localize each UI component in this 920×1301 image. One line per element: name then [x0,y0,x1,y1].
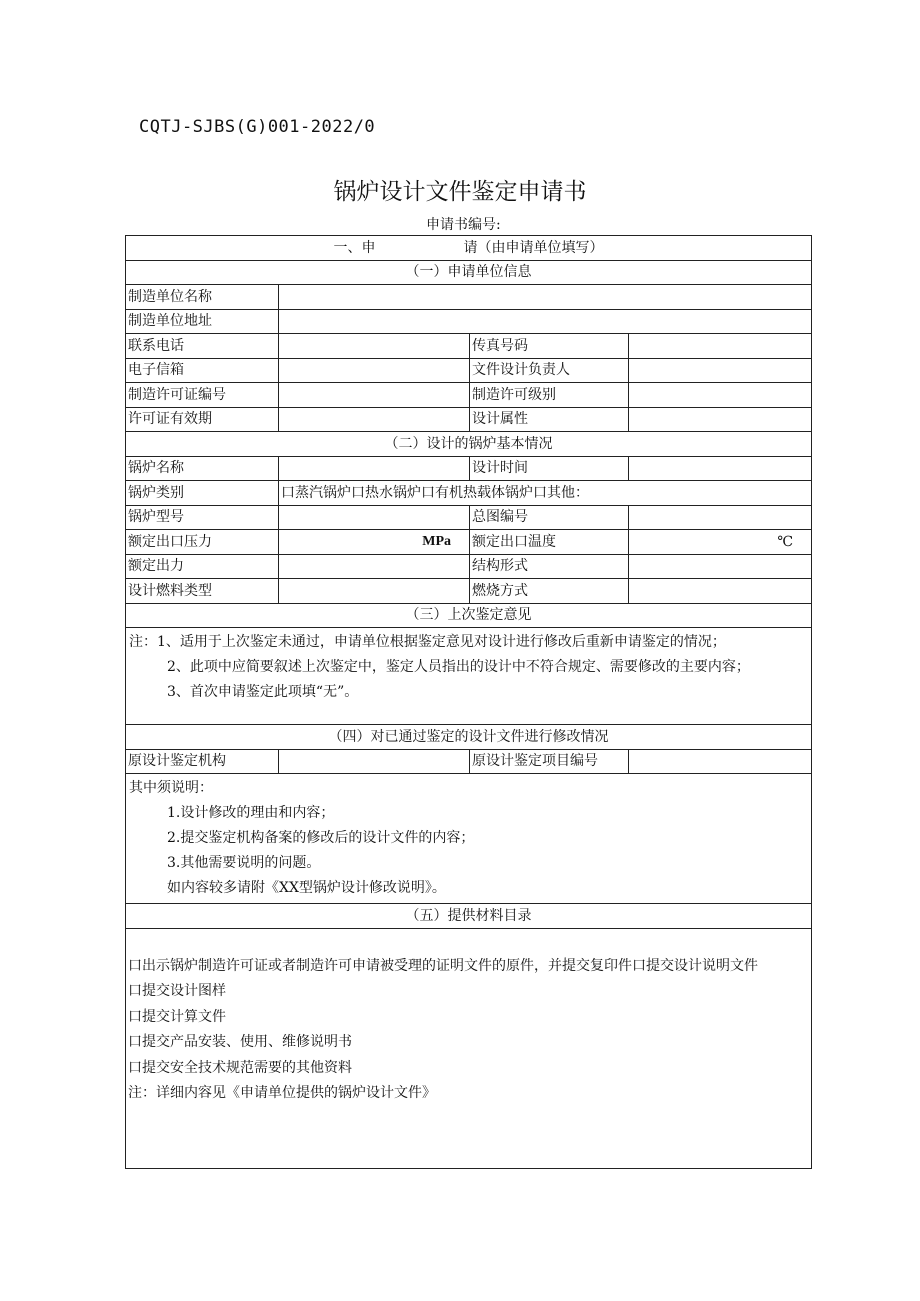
section3-note-3: 3、首次申请鉴定此项填“无”。 [167,684,359,700]
section2-title: （二）设计的锅炉基本情况 [126,432,812,457]
label-design-time: 设计时间 [470,456,629,481]
input-email[interactable] [279,358,470,383]
input-rated-output[interactable] [279,554,470,579]
label-manufacturer-name: 制造单位名称 [126,285,279,310]
input-drawing-no[interactable] [629,505,812,530]
label-manufacturer-address: 制造单位地址 [126,309,279,334]
material-checkbox-4[interactable]: 口提交产品安装、使用、维修说明书 [128,1034,352,1050]
label-boiler-model: 锅炉型号 [126,505,279,530]
label-design-lead: 文件设计负责人 [470,358,629,383]
section1-title: （一）申请单位信息 [126,260,812,285]
label-rated-temp: 额定出口温度 [470,530,629,555]
section3-note-2: 2、此项中应简要叙述上次鉴定中，鉴定人员指出的设计中不符合规定、需要修改的主要内容； [167,659,750,675]
pressure-unit: MPa [422,534,451,550]
boiler-type-options[interactable]: 口蒸汽锅炉口热水锅炉口有机热载体锅炉口其他： [279,481,812,506]
input-license-valid[interactable] [279,407,470,432]
label-license-no: 制造许可证编号 [126,383,279,408]
label-boiler-type: 锅炉类别 [126,481,279,506]
input-fax[interactable] [629,334,812,359]
document-title: 锅炉设计文件鉴定申请书 [333,179,587,205]
application-form-table [125,235,812,1169]
label-boiler-name: 锅炉名称 [126,456,279,481]
material-checkbox-2[interactable]: 口提交设计图样 [128,983,226,999]
application-number-label: 申请书编号: [426,217,501,233]
input-license-level[interactable] [629,383,812,408]
input-structure[interactable] [629,554,812,579]
label-design-attr: 设计属性 [470,407,629,432]
temp-unit: ℃ [777,533,793,550]
input-manufacturer-address[interactable] [279,309,812,334]
input-design-lead[interactable] [629,358,812,383]
input-fuel-type[interactable] [279,579,470,604]
label-combustion: 燃烧方式 [470,579,629,604]
label-rated-output: 额定出力 [126,554,279,579]
label-license-valid: 许可证有效期 [126,407,279,432]
label-fax: 传真号码 [470,334,629,359]
section-main-title: 一、申 请（由申请单位填写） [126,236,812,261]
materials-note: 注：详细内容见《申请单位提供的锅炉设计文件》 [128,1085,436,1101]
label-email: 电子信箱 [126,358,279,383]
input-license-no[interactable] [279,383,470,408]
input-orig-proj-no[interactable] [629,749,812,774]
section4-intro: 其中须说明： [129,780,213,796]
section3-note-1: 注：1、适用于上次鉴定未通过，申请单位根据鉴定意见对设计进行修改后重新申请鉴定的情况； [129,634,726,650]
label-rated-pressure: 额定出口压力 [126,530,279,555]
section4-item-2: 2.提交鉴定机构备案的修改后的设计文件的内容； [167,830,475,846]
input-rated-temp[interactable] [629,530,812,555]
material-checkbox-3[interactable]: 口提交计算文件 [128,1008,226,1025]
section5-materials [126,928,812,1168]
section3-notes[interactable] [126,628,812,725]
material-checkbox-1[interactable]: 口出示锅炉制造许可证或者制造许可申请被受理的证明文件的原件，并提交复印件口提交设计说明文件 [128,957,758,974]
label-fuel-type: 设计燃料类型 [126,579,279,604]
label-structure: 结构形式 [470,554,629,579]
input-combustion[interactable] [629,579,812,604]
input-orig-org[interactable] [279,749,470,774]
label-orig-proj-no: 原设计鉴定项目编号 [470,749,629,774]
section3-title: （三）上次鉴定意见 [126,603,812,628]
input-design-attr[interactable] [629,407,812,432]
input-boiler-name[interactable] [279,456,470,481]
input-boiler-model[interactable] [279,505,470,530]
input-design-time[interactable] [629,456,812,481]
section4-title: （四）对已通过鉴定的设计文件进行修改情况 [126,725,812,750]
label-orig-org: 原设计鉴定机构 [126,749,279,774]
input-rated-pressure[interactable] [279,530,470,555]
section-main-header [126,236,812,261]
section4-item-1: 1.设计修改的理由和内容； [167,805,335,821]
input-manufacturer-name[interactable] [279,285,812,310]
input-phone[interactable] [279,334,470,359]
section4-item-4: 如内容较多请附《XX型锅炉设计修改说明》。 [167,880,446,896]
document-code: CQTJ-SJBS(G)001-2022/0 [139,117,376,137]
material-checkbox-5[interactable]: 口提交安全技术规范需要的其他资料 [128,1059,352,1076]
label-license-level: 制造许可级别 [470,383,629,408]
section4-item-3: 3.其他需要说明的问题。 [167,855,321,871]
section5-title: （五）提供材料目录 [126,904,812,929]
label-drawing-no: 总图编号 [470,505,629,530]
section4-notes[interactable] [126,774,812,904]
label-phone: 联系电话 [126,334,279,359]
